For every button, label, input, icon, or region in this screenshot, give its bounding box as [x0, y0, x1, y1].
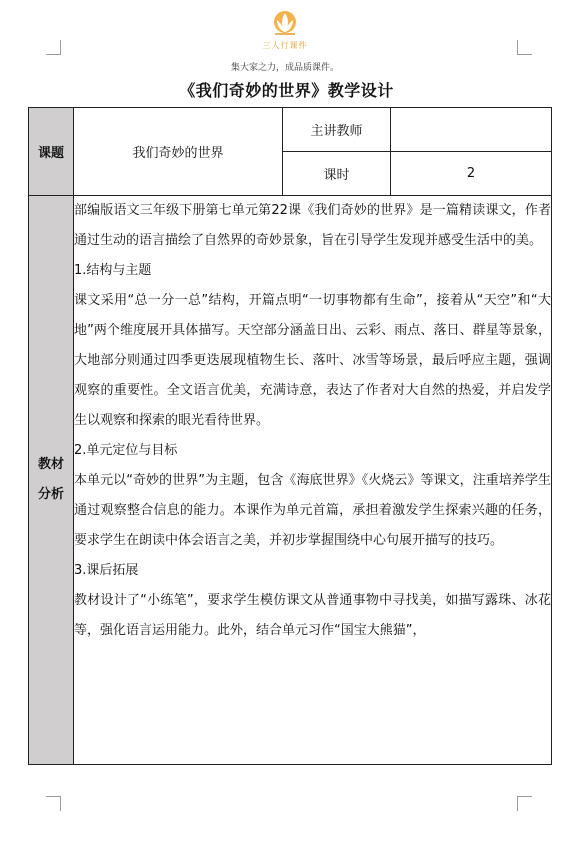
logo-text: 三人行课件 [262, 41, 308, 50]
analysis-intro-paragraph: 部编版语文三年级下册第七单元第22课《我们奇妙的世界》是一篇精读课文，作者通过生动的语言描绘了自然界的奇妙景象，旨在引导学生发现并感受生活中的美。 [74, 203, 551, 248]
analysis-extension-paragraph: 教材设计了“小练笔”，要求学生模仿课文从普通事物中寻找美，如描写露珠、冰花等，强化语言运用能力。此外，结合单元习作“国宝大熊猫”， [74, 593, 551, 638]
crop-mark-bottom-right [517, 796, 532, 811]
topic-value-cell [74, 108, 283, 196]
topic-label: 课题 [37, 146, 64, 161]
topic-value: 我们奇妙的世界 [132, 146, 224, 161]
analysis-heading-extension: 3.课后拓展 [74, 563, 139, 578]
crop-mark-top-right [517, 40, 532, 55]
teacher-label: 主讲教师 [310, 124, 363, 139]
crop-mark-bottom-left [46, 796, 61, 811]
document-title: 《我们奇妙的世界》教学设计 [179, 81, 394, 100]
lesson-plan-table [28, 107, 552, 765]
slogan: 集大家之力，成品质课件。 [230, 63, 339, 73]
crop-mark-top-left [46, 40, 61, 55]
topic-label-cell [29, 108, 74, 196]
analysis-label-line-2: 分析 [37, 487, 64, 502]
hours-value: 2 [466, 166, 476, 181]
analysis-content-cell [74, 196, 552, 765]
hours-label-cell [283, 152, 391, 196]
hours-label: 课时 [323, 168, 350, 183]
lotus-logo-icon [272, 10, 298, 40]
hours-value-cell [391, 152, 552, 196]
analysis-heading-structure: 1.结构与主题 [74, 263, 152, 278]
publisher-logo [250, 10, 320, 54]
analysis-label-cell [29, 196, 74, 765]
analysis-structure-paragraph: 课文采用“总一分一总”结构，开篇点明“一切事物都有生命”，接着从“天空”和“大地”两个维度展开具体描写。天空部分涵盖日出、云彩、雨点、落日、群星等景象，大地部分则通过四季更迭展现植物生长、落叶、冰雪等场景，最后呼应主题，强调观察的重要性。全文语言优美，充满诗意，表达了作者对大自然的热爱，并启发学生以观察和探索的眼光看待世界。 [74, 293, 551, 428]
teacher-value-cell [391, 108, 552, 152]
teacher-label-cell [283, 108, 391, 152]
analysis-label-line-1: 教材 [37, 457, 64, 472]
analysis-unit-paragraph: 本单元以“奇妙的世界”为主题，包含《海底世界》《火烧云》等课文，注重培养学生通过观察整合信息的能力。本课作为单元首篇，承担着激发学生探索兴趣的任务，要求学生在朗读中体会语言之美，并初步掌握围绕中心句展开描写的技巧。 [74, 473, 551, 548]
analysis-heading-unit: 2.单元定位与目标 [74, 443, 178, 458]
